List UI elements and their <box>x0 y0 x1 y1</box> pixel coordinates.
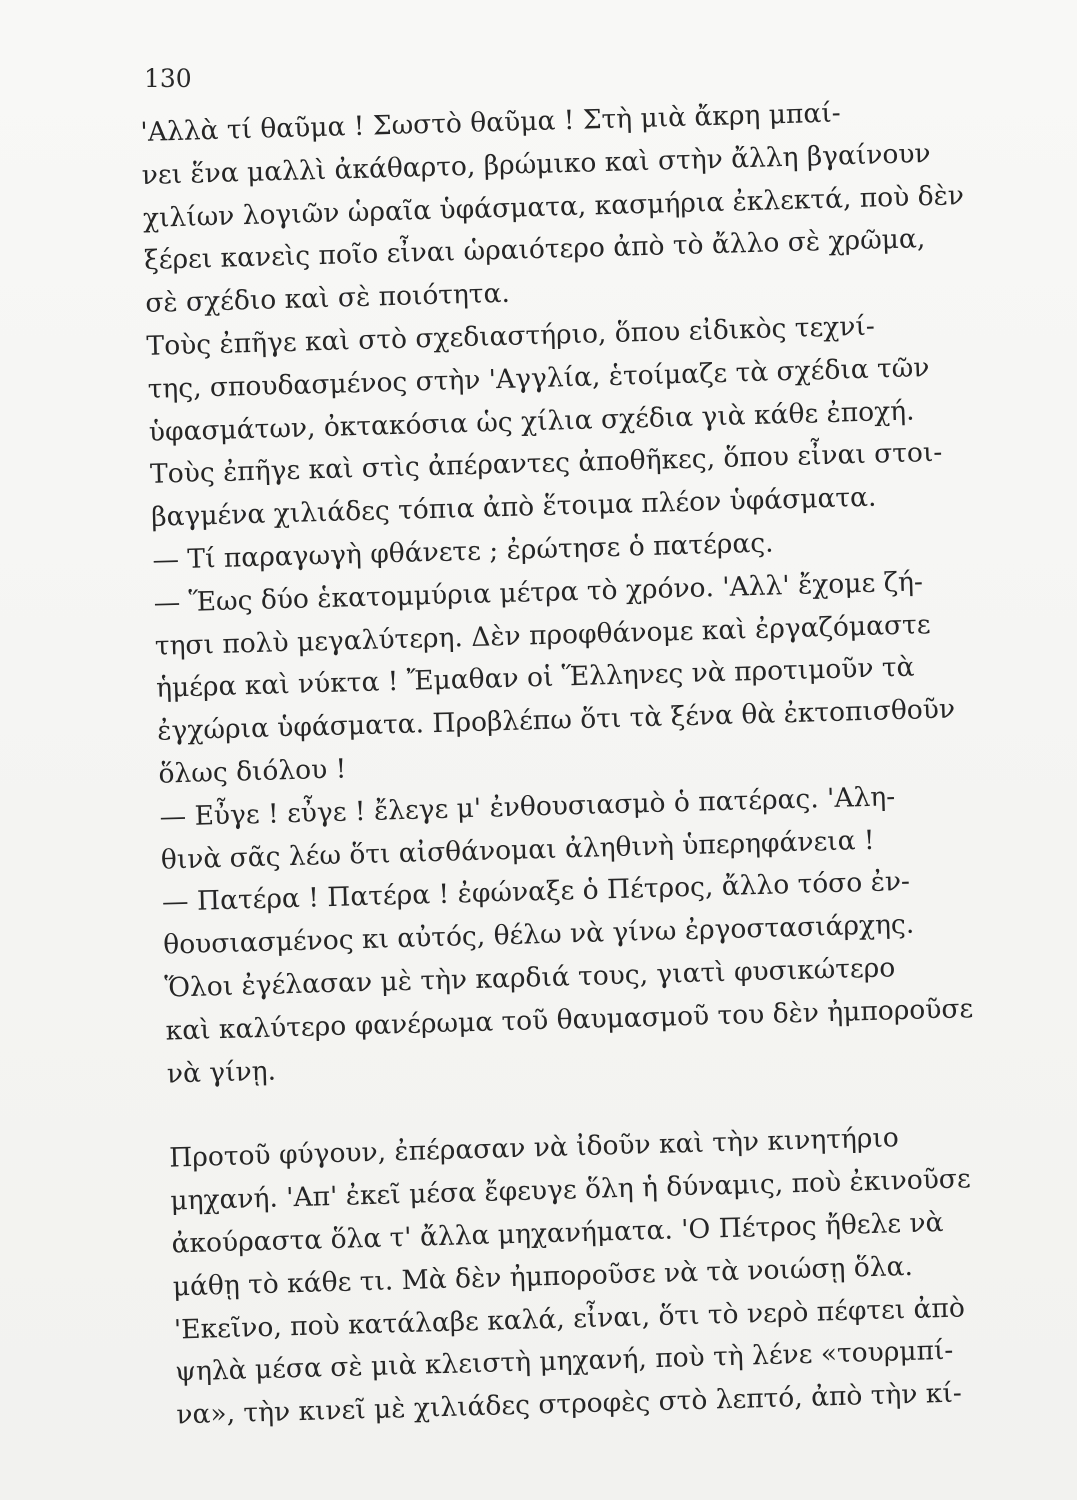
text-line: ἐγχώρια ὑφάσματα. Προβλέπω ὅτι τὰ ξένα θὰ ἐκτοπισθοῦν <box>156 693 956 747</box>
text-line: ψηλὰ μέσα σὲ μιὰ κλειστὴ μηχανή, ποὺ τὴ λένε «τουρμπί- <box>174 1335 954 1388</box>
text-line: — Πατέρα ! Πατέρα ! ἐφώναξε ὁ Πέτρος, ἄλλο τόσο ἐν- <box>161 866 911 919</box>
text-line: νὰ γίνῃ. <box>166 1055 277 1090</box>
text-line: — Εὖγε ! εὖγε ! ἔλεγε μ' ἐνθουσιασμὸ ὁ πατέρας. 'Αλη- <box>159 780 896 833</box>
text-line: Προτοῦ φύγουν, ἐπέρασαν νὰ ἰδοῦν καὶ τὴν κινητήριο <box>168 1122 900 1174</box>
text-line: — Τί παραγωγὴ φθάνετε ; ἐρώτησε ὁ πατέρας. <box>152 527 774 576</box>
text-line: να», τὴν κινεῖ μὲ χιλιάδες στροφὲς στὸ λεπτό, ἀπὸ τὴν κί- <box>175 1377 963 1431</box>
text-line: τησι πολὺ μεγαλύτερη. Δὲν προφθάνομε καὶ ἐργαζόμαστε <box>154 608 931 662</box>
text-line: βαγμένα χιλιάδες τόπια ἀπὸ ἕτοιμα πλέον ὑφάσματα. <box>150 481 877 534</box>
text-line: Τοὺς ἐπῆγε καὶ στὶς ἀπέραντες ἀποθῆκες, ὅπου εἶναι στοι- <box>149 437 943 491</box>
text-line: της, σπουδασμένος στὴν 'Αγγλία, ἑτοίμαζε τὰ σχέδια τῶν <box>147 351 930 405</box>
text-line: 'Εκεῖνο, ποὺ κατάλαβε καλά, εἶναι, ὅτι τὸ νερὸ πέφτει ἀπὸ <box>173 1291 966 1346</box>
text-line: σὲ σχέδιο καὶ σὲ ποιότητα. <box>144 277 511 320</box>
text-line: νει ἕνα μαλλὶ ἀκάθαρτο, βρώμικο καὶ στὴν ἄλλη βγαίνουν <box>141 137 931 191</box>
text-line: μάθῃ τὸ κάθε τι. Μὰ δὲν ἠμποροῦσε νὰ τὰ νοιώσῃ ὅλα. <box>172 1250 914 1303</box>
text-line: ὅλως διόλου ! <box>158 753 347 790</box>
body-text <box>140 87 1057 1437</box>
text-line: ἀκούραστα ὅλα τ' ἄλλα μηχανήματα. 'Ο Πέτρος ἤθελε νὰ <box>171 1206 944 1260</box>
text-line: Τοὺς ἐπῆγε καὶ στὸ σχεδιαστήριο, ὅπου εἰδικὸς τεχνί- <box>146 310 876 362</box>
text-line: ξέρει κανεὶς ποῖο εἶναι ὡραιότερο ἀπὸ τὸ ἄλλο σὲ χρῶμα, <box>143 223 926 277</box>
text-line: 'Αλλὰ τί θαῦμα ! Σωστὸ θαῦμα ! Στὴ μιὰ ἄκρη μπαί- <box>140 97 842 148</box>
text-line: θινὰ σᾶς λέω ὅτι αἰσθάνομαι ἀληθινὴ ὑπερηφάνεια ! <box>160 824 875 876</box>
text-line: ὑφασμάτων, ὀκτακόσια ὡς χίλια σχέδια γιὰ κάθε ἐποχή. <box>148 395 915 448</box>
text-line: ἡμέρα καὶ νύκτα ! Ἔμαθαν οἱ Ἕλληνες νὰ προτιμοῦν τὰ <box>155 651 915 705</box>
text-line: — Ἕως δύο ἑκατομμύρια μέτρα τὸ χρόνο. 'Αλλ' ἔχομε ζή- <box>153 566 924 619</box>
page-number: 130 <box>144 64 192 93</box>
text-line: Ὅλοι ἐγέλασαν μὲ τὴν καρδιά τους, γιατὶ φυσικώτερο <box>164 952 896 1004</box>
text-line: θουσιασμένος κι αὐτός, θέλω νὰ γίνω ἐργοστασιάρχης. <box>162 908 915 961</box>
text-line: μηχανή. 'Απ' ἐκεῖ μέσα ἔφευγε ὅλη ἡ δύναμις, ποὺ ἐκινοῦσε <box>169 1163 972 1217</box>
text-line: καὶ καλύτερο φανέρωμα τοῦ θαυμασμοῦ του δὲν ἠμποροῦσε <box>165 992 974 1047</box>
text-line: χιλίων λογιῶν ὡραῖα ὑφάσματα, κασμήρια ἐκλεκτά, ποὺ δὲν <box>142 179 965 234</box>
